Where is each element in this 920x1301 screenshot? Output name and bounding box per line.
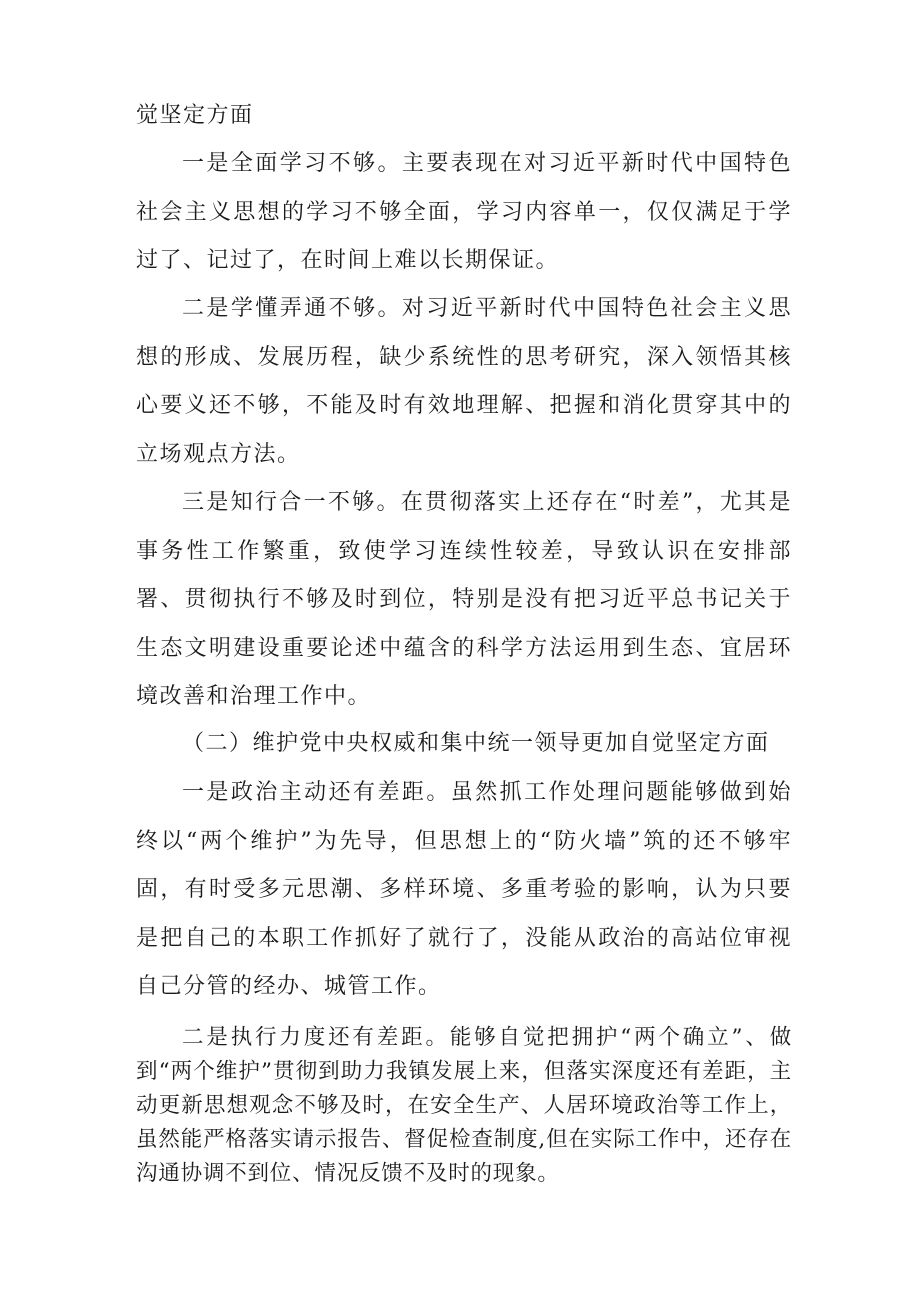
paragraph-comprehensive-study: 一是全面学习不够。主要表现在对习近平新时代中国特色社会主义思想的学习不够全面，学习内容单一，仅仅满足于学过了、记过了，在时间上难以长期保证。 bbox=[136, 151, 792, 273]
paragraph-execution: 二是执行力度还有差距。能够自觉把拥护“两个确立”、做到“两个维护”贯彻到助力我镇发展上来，但落实深度还有差距，主动更新思想观念不够及时，在安全生产、人居环境政治等工作上，虽然能严格落实请示报告、督促检查制度,但在实际工作中，还存在沟通协调不到位、情况反馈不及时的现象。 bbox=[136, 1025, 792, 1186]
paragraph-continuation: 觉坚定方面 bbox=[136, 103, 254, 128]
paragraph-understanding: 二是学懂弄通不够。对习近平新时代中国特色社会主义思想的形成、发展历程，缺少系统性的思考研究，深入领悟其核心要义还不够，不能及时有效地理解、把握和消化贯穿其中的立场观点方法。 bbox=[136, 296, 792, 467]
section-heading-2: （二）维护党中央权威和集中统一领导更加自觉坚定方面 bbox=[182, 731, 770, 756]
paragraph-knowledge-action: 三是知行合一不够。在贯彻落实上还存在“时差”，尤其是事务性工作繁重，致使学习连续性较差，导致认识在安排部署、贯彻执行不够及时到位，特别是没有把习近平总书记关于生态文明建设重要论述中蕴含的科学方法运用到生态、宜居环境改善和治理工作中。 bbox=[136, 490, 792, 709]
paragraph-political-initiative: 一是政治主动还有差距。虽然抓工作处理问题能够做到始终以“两个维护”为先导，但思想上的“防火墙”筑的还不够牢固，有时受多元思潮、多样环境、多重考验的影响，认为只要是把自己的本职工作抓好了就行了，没能从政治的高站位审视自己分管的经办、城管工作。 bbox=[136, 780, 792, 999]
